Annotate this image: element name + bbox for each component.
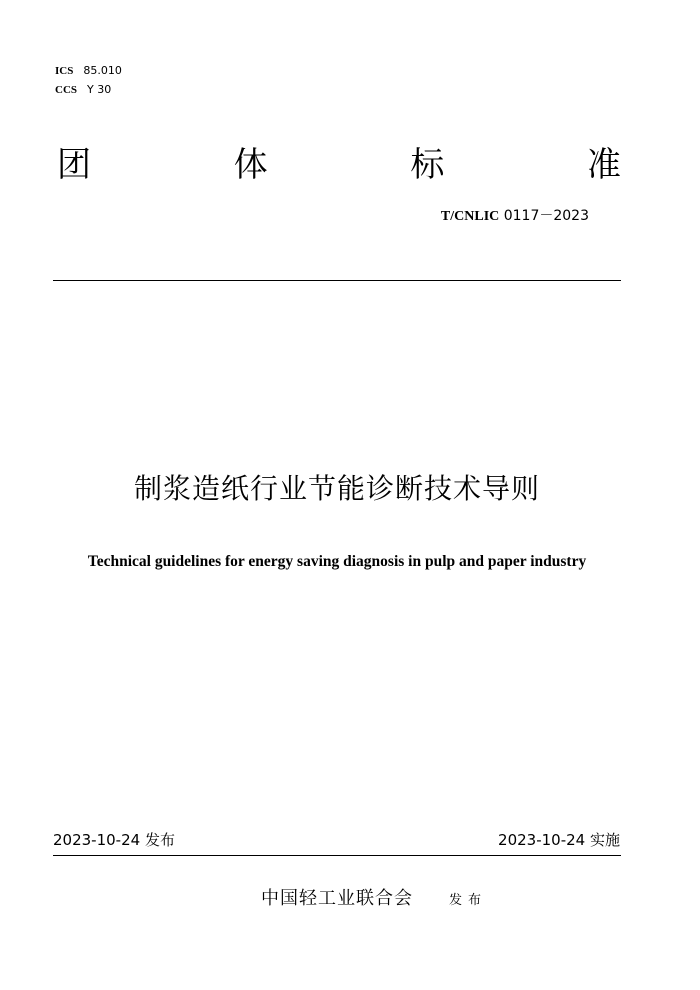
ccs-classification [55, 83, 111, 97]
ics-value: 85.010 [83, 64, 122, 77]
standard-type-char: 体 [233, 145, 268, 185]
document-title-cn: 制浆造纸行业节能诊断技术导则 [133, 472, 540, 505]
implement-date: 2023-10-24 实施 [498, 831, 620, 849]
standard-type-char: 准 [586, 145, 621, 185]
document-title-en: Technical guidelines for energy saving diagnosis in pulp and paper industry [87, 553, 587, 570]
standard-type-char: 标 [410, 145, 445, 185]
issuer-line [261, 886, 487, 914]
ics-label: ICS [55, 65, 74, 77]
standard-number [441, 206, 589, 227]
standard-number-suffix: 0117－2023 [503, 208, 589, 224]
issuer-name: 中国轻工业联合会 [261, 888, 413, 909]
ics-classification [55, 64, 122, 78]
top-divider [53, 280, 621, 281]
ccs-label: CCS [55, 84, 78, 96]
standard-type-heading [57, 140, 621, 190]
standard-number-prefix: T/CNLIC [440, 209, 500, 224]
publish-date: 2023-10-24 发布 [53, 831, 175, 849]
bottom-divider [53, 855, 621, 856]
issuer-action: 发布 [449, 893, 488, 908]
standard-type-char: 团 [57, 145, 91, 185]
ccs-value: Y 30 [87, 83, 112, 96]
